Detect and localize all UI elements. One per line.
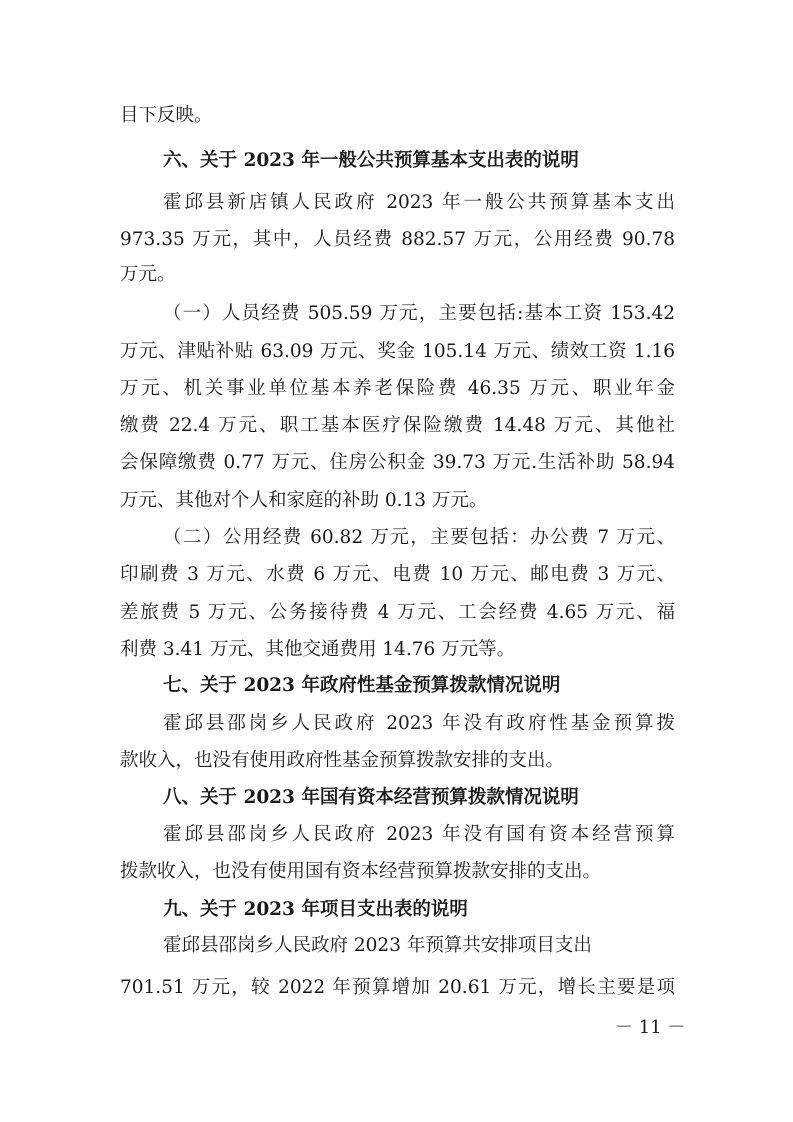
paragraph-line: 973.35 万元，其中，人员经费 882.57 万元，公用经费 90.78: [120, 229, 675, 250]
paragraph-line: （一）人员经费 505.59 万元，主要包括:基本工资 153.42: [163, 303, 675, 324]
paragraph-line: 霍邱县邵岗乡人民政府 2023 年没有政府性基金预算拨: [163, 713, 675, 734]
paragraph-line: 701.51 万元，较 2022 年预算增加 20.61 万元，增长主要是项: [120, 977, 675, 998]
section-heading-6: 六、关于 2023 年一般公共预算基本支出表的说明: [163, 150, 579, 171]
paragraph-line: 霍邱县邵岗乡人民政府 2023 年没有国有资本经营预算: [163, 824, 675, 845]
paragraph-line: 利费 3.41 万元、其他交通费用 14.76 万元等。: [120, 639, 516, 660]
section-heading-7: 七、关于 2023 年政府性基金预算拨款情况说明: [163, 675, 561, 696]
paragraph-line: 差旅费 5 万元、公务接待费 4 万元、工会经费 4.65 万元、福: [120, 602, 675, 623]
paragraph-line: 万元。: [120, 264, 176, 285]
paragraph-line: 印刷费 3 万元、水费 6 万元、电费 10 万元、邮电费 3 万元、: [120, 564, 675, 585]
paragraph-line: 拨款收入，也没有使用国有资本经营预算拨款安排的支出。: [120, 861, 602, 882]
paragraph-line: 会保障缴费 0.77 万元、住房公积金 39.73 万元.生活补助 58.94: [120, 452, 675, 473]
paragraph-line: 款收入，也没有使用政府性基金预算拨款安排的支出。: [120, 750, 565, 771]
paragraph-line: 万元、其他对个人和家庭的补助 0.13 万元。: [120, 490, 488, 511]
paragraph-line: 万元、机关事业单位基本养老保险费 46.35 万元、职业年金: [120, 378, 675, 399]
paragraph-line: 目下反映。: [120, 105, 213, 126]
page-number: － 11 －: [615, 1017, 686, 1038]
section-heading-9: 九、关于 2023 年项目支出表的说明: [163, 899, 468, 920]
paragraph-line: 霍邱县新店镇人民政府 2023 年一般公共预算基本支出: [163, 192, 675, 213]
paragraph-line: 霍邱县邵岗乡人民政府 2023 年预算共安排项目支出: [163, 935, 592, 956]
paragraph-line: 万元、津贴补贴 63.09 万元、奖金 105.14 万元、绩效工资 1.16: [120, 341, 675, 362]
paragraph-line: 缴费 22.4 万元、职工基本医疗保险缴费 14.48 万元、其他社: [120, 415, 675, 436]
paragraph-line: （二）公用经费 60.82 万元，主要包括：办公费 7 万元、: [163, 527, 675, 548]
section-heading-8: 八、关于 2023 年国有资本经营预算拨款情况说明: [163, 787, 579, 808]
